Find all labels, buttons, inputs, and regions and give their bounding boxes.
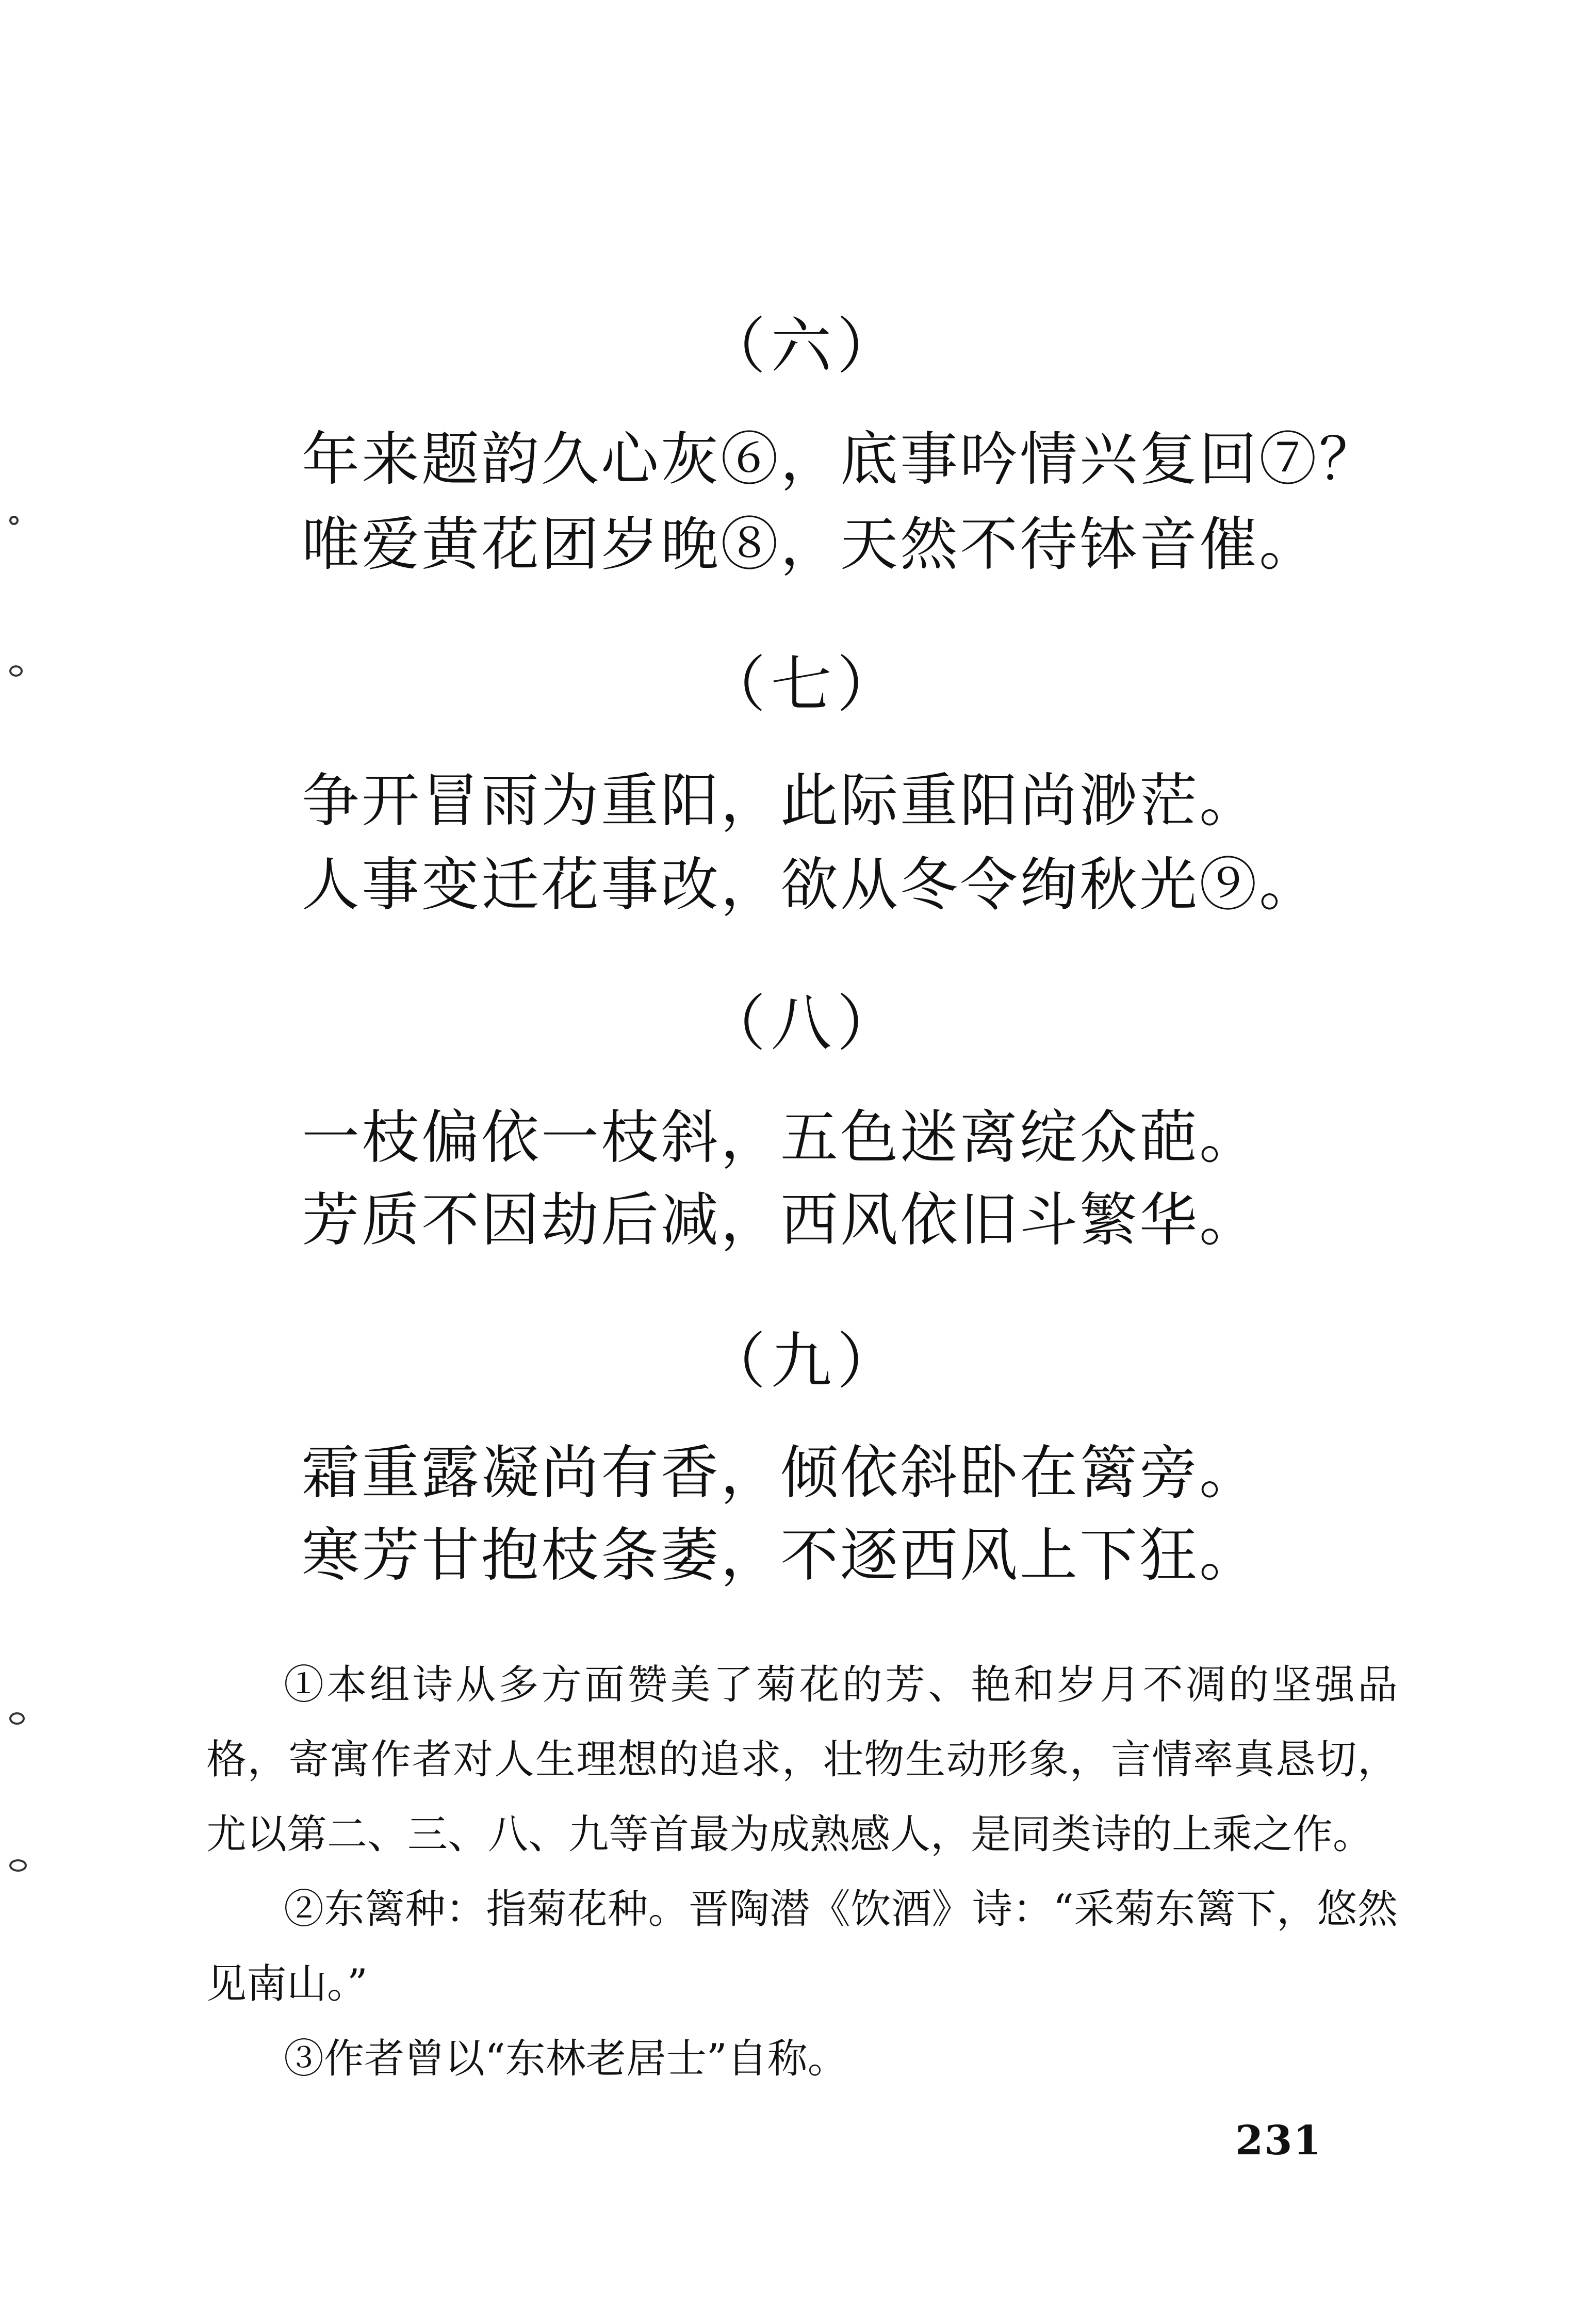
poem-8-line-1: 一枝偏依一枝斜，五色迷离绽众葩。 xyxy=(302,1104,1259,1171)
poem-9-line-2: 寒芳甘抱枝条萎，不逐西风上下狂。 xyxy=(302,1522,1259,1589)
poem-9-line-1: 霜重露凝尚有香，倾依斜卧在篱旁。 xyxy=(302,1439,1259,1507)
poem-title-7: （七） xyxy=(705,649,903,720)
footnotes xyxy=(206,1648,1398,2097)
poem-title-9: （九） xyxy=(705,1325,903,1397)
footnote-1: ①本组诗从多方面赞美了菊花的芳、艳和岁月不凋的坚强品格，寄寓作者对人生理想的追求，壮物生动形象，言情率真恳切，尤以第二、三、八、九等首最为成熟感人，是同类诗的上乘之作。 xyxy=(206,1662,1398,1858)
poem-title-8: （八） xyxy=(705,988,903,1059)
page-number: 231 xyxy=(1235,2117,1322,2164)
poem-7-line-2: 人事变迁花事改，欲从冬令绚秋光⑨。 xyxy=(302,852,1319,919)
footnote-2: ②东篱种：指菊花种。晋陶潜《饮酒》诗：“采菊东篱下，悠然见南山。” xyxy=(206,1886,1398,2007)
poem-6-line-2: 唯爱黄花团岁晚⑧，天然不待钵音催。 xyxy=(302,511,1319,578)
scan-speck xyxy=(9,1859,27,1872)
poem-6-line-1: 年来题韵久心灰⑥，底事吟情兴复回⑦？ xyxy=(302,426,1379,493)
scan-speck xyxy=(9,665,23,677)
footnote-3: ③作者曾以“东林老居士”自称。 xyxy=(284,2036,848,2082)
poem-8-line-2: 芳质不因劫后减，西风依旧斗繁华。 xyxy=(302,1187,1259,1254)
scan-speck xyxy=(9,516,19,525)
poem-7-line-1: 争开冒雨为重阳，此际重阳尚渺茫。 xyxy=(302,767,1259,834)
poem-title-6: （六） xyxy=(705,310,903,382)
scan-speck xyxy=(9,1712,25,1725)
